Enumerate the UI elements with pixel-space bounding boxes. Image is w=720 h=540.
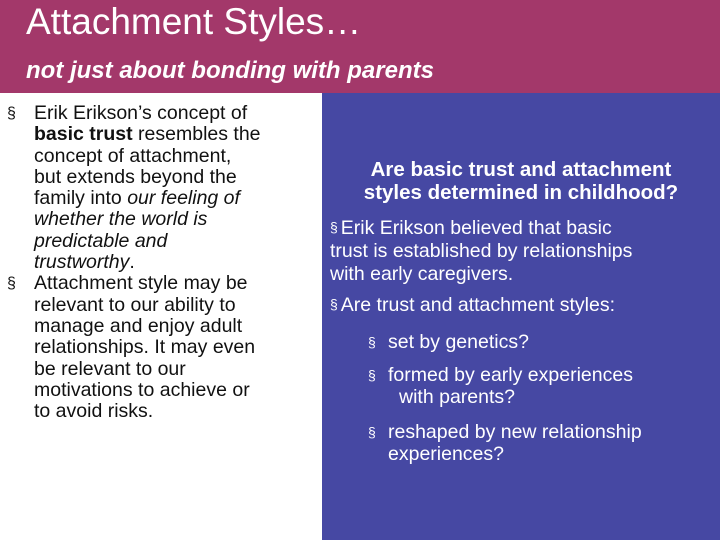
left-content-panel xyxy=(0,93,322,540)
item-line: manage and enjoy adult xyxy=(34,314,243,337)
item-line: relevant to our ability to xyxy=(34,293,236,316)
bullet-icon: § xyxy=(368,334,376,350)
item-text: . xyxy=(129,251,135,274)
paragraph-line: Erik Erikson believed that basic xyxy=(340,217,612,239)
italic-text: predictable and xyxy=(34,229,168,252)
sub-item xyxy=(368,421,642,465)
item-text: family into xyxy=(34,187,128,210)
bullet-icon: § xyxy=(330,296,338,312)
list-item xyxy=(0,273,318,422)
heading-line: Are basic trust and attachment xyxy=(370,158,672,181)
paragraph-erikson xyxy=(330,216,632,286)
item-line: to avoid risks. xyxy=(34,400,154,423)
bullet-icon: § xyxy=(368,424,376,440)
italic-text: whether the world is xyxy=(34,208,208,231)
heading-line: styles determined in childhood? xyxy=(363,181,679,204)
bold-term: basic trust xyxy=(34,123,133,146)
item-line: Attachment style may be xyxy=(34,272,248,295)
left-bullet-list xyxy=(0,103,318,422)
sub-item-line: with parents? xyxy=(399,386,515,408)
sub-item-line: formed by early experiences xyxy=(388,364,633,386)
sub-item xyxy=(368,331,529,353)
item-text: but extends beyond the xyxy=(34,165,237,188)
item-line: motivations to achieve or xyxy=(34,378,250,401)
bullet-icon: § xyxy=(7,105,16,122)
bullet-icon: § xyxy=(330,219,338,235)
item-text: resembles the xyxy=(132,123,261,146)
item-text: Erik Erikson’s concept of xyxy=(34,102,248,124)
question-heading xyxy=(322,158,720,204)
bullet-icon: § xyxy=(7,275,16,293)
bullet-icon: § xyxy=(368,367,376,383)
item-text: concept of attachment, xyxy=(34,144,232,167)
paragraph-line: trust is established by relationships xyxy=(330,240,633,262)
sub-item-line: experiences? xyxy=(388,443,504,465)
sub-item-line: reshaped by new relationship xyxy=(388,421,642,443)
right-content-panel xyxy=(322,93,720,540)
sub-item-line: set by genetics? xyxy=(388,331,529,353)
slide-title: Attachment Styles… xyxy=(26,1,362,42)
paragraph-question xyxy=(330,293,615,317)
sub-item xyxy=(368,364,633,408)
italic-text: trustworthy xyxy=(34,251,130,274)
item-line: be relevant to our xyxy=(34,357,186,380)
italic-text: our feeling of xyxy=(127,187,240,210)
item-line: relationships. It may even xyxy=(34,336,256,359)
slide-header xyxy=(0,0,720,93)
paragraph-line: Are trust and attachment styles: xyxy=(340,294,616,316)
paragraph-line: with early caregivers. xyxy=(330,263,514,285)
list-item xyxy=(0,103,318,273)
slide-subtitle: not just about bonding with parents xyxy=(26,57,434,84)
